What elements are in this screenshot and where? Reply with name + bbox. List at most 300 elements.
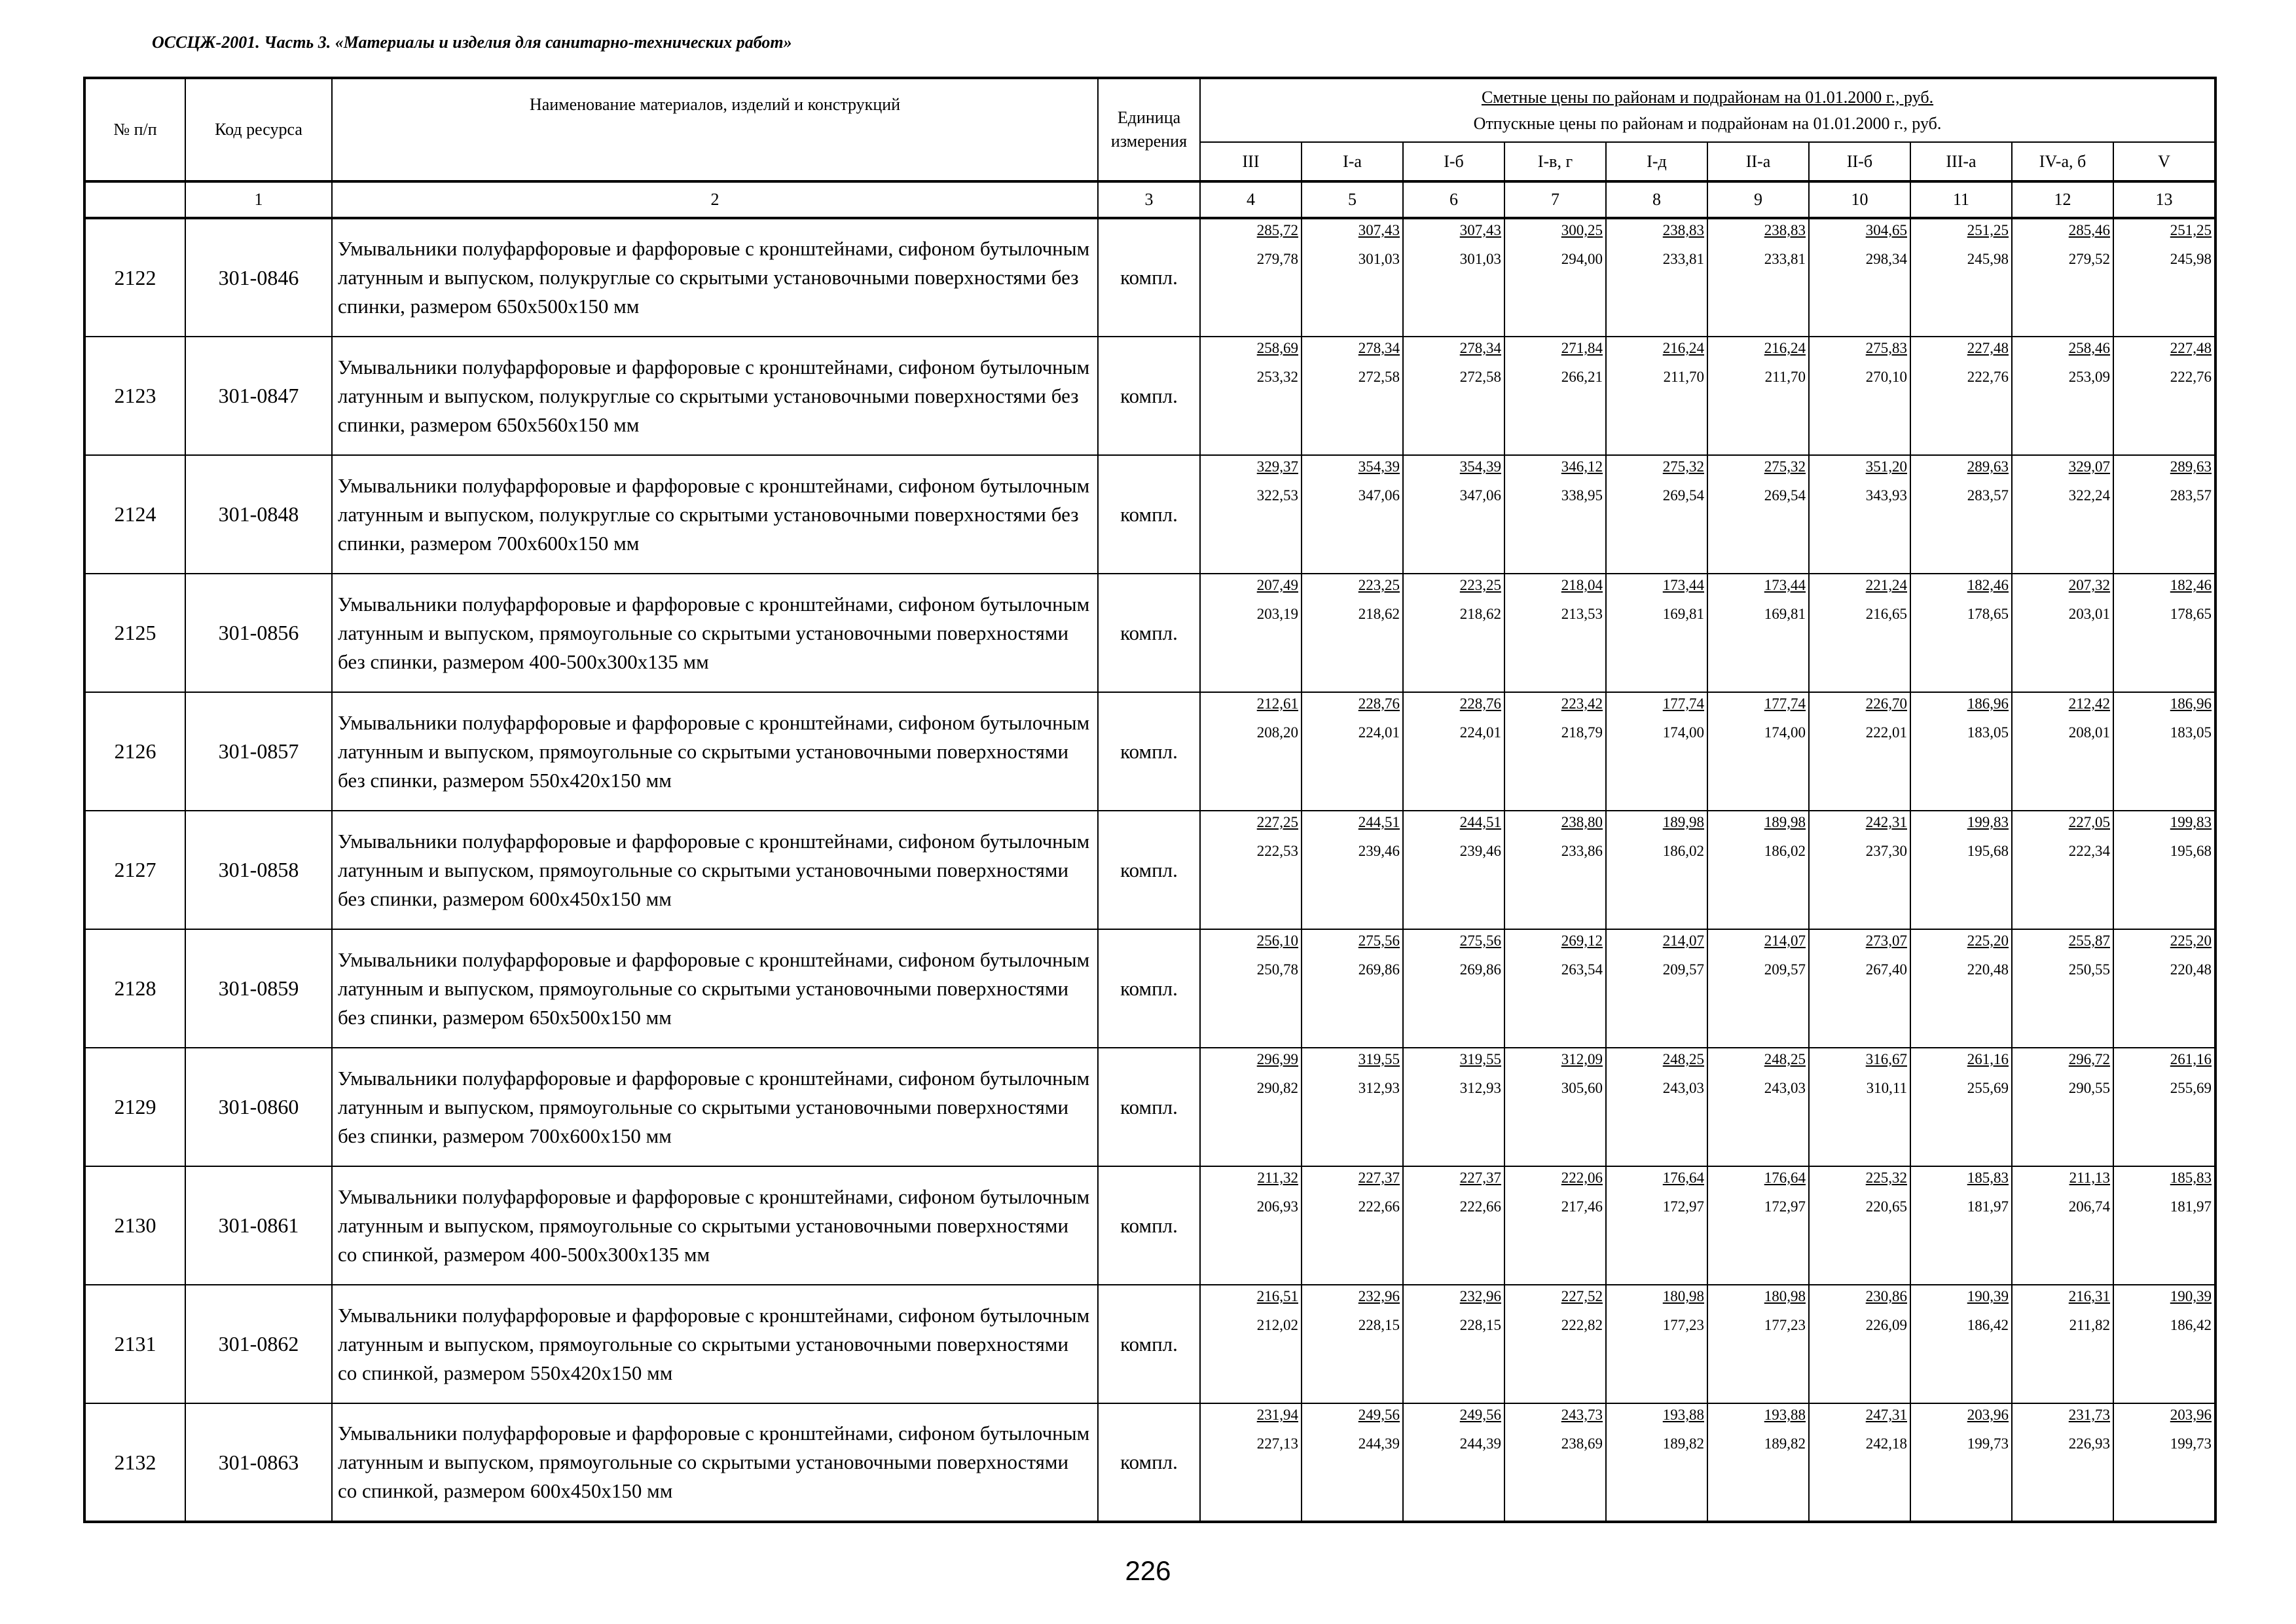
release-price: 222,01	[1865, 724, 1907, 741]
price-cell	[1809, 1048, 1910, 1166]
release-price: 279,78	[1256, 251, 1298, 267]
release-price: 310,11	[1866, 1080, 1907, 1096]
price-cell	[2113, 218, 2215, 337]
price-cell	[2113, 455, 2215, 574]
release-price: 298,34	[1865, 251, 1907, 267]
price-cell	[1504, 692, 1606, 811]
estimate-price: 177,74	[1764, 695, 1806, 712]
release-price: 183,05	[1967, 724, 2009, 741]
release-price: 172,97	[1764, 1198, 1806, 1215]
column-number: 11	[1910, 181, 2012, 218]
release-price: 203,19	[1256, 606, 1298, 622]
estimate-price: 227,48	[2170, 340, 2212, 356]
table-row	[84, 1403, 2215, 1522]
release-price: 220,48	[1967, 961, 2009, 978]
release-price: 290,82	[1256, 1080, 1298, 1096]
estimate-price: 218,04	[1561, 577, 1603, 593]
price-cell	[1809, 574, 1910, 692]
release-price: 216,65	[1865, 606, 1907, 622]
estimate-price: 275,83	[1865, 340, 1907, 356]
region-header: III-а	[1910, 142, 2012, 181]
header-num: № п/п	[84, 78, 185, 181]
release-price: 244,39	[1459, 1435, 1501, 1452]
material-name: Умывальники полуфарфоровые и фарфоровые с кронштейнами, сифоном бутылочным латунным и выпуском, прямоугольные со скрытыми установочными поверхностями без спинки, размером 700х600х150 мм	[332, 1048, 1098, 1166]
estimate-price: 354,39	[1358, 458, 1400, 475]
estimate-price: 275,32	[1764, 458, 1806, 475]
price-cell	[1809, 1403, 1910, 1522]
header-code: Код ресурса	[185, 78, 332, 181]
price-cell	[1200, 811, 1302, 929]
header-prices	[1200, 78, 2215, 142]
region-header: I-д	[1606, 142, 1707, 181]
price-cell	[1707, 692, 1809, 811]
release-price: 209,57	[1764, 961, 1806, 978]
price-cell	[1200, 218, 1302, 337]
resource-code: 301-0860	[185, 1048, 332, 1166]
release-price: 226,09	[1865, 1317, 1907, 1333]
estimate-price: 227,37	[1358, 1170, 1400, 1186]
column-number: 12	[2012, 181, 2113, 218]
price-cell	[1200, 1403, 1302, 1522]
price-cell	[1809, 337, 1910, 455]
release-price: 220,48	[2170, 961, 2212, 978]
release-price: 178,65	[2170, 606, 2212, 622]
column-number: 6	[1403, 181, 1504, 218]
estimate-price: 242,31	[1865, 814, 1907, 830]
price-cell	[1200, 929, 1302, 1048]
price-cell	[1809, 1285, 1910, 1403]
estimate-price: 232,96	[1459, 1288, 1501, 1304]
estimate-price: 273,07	[1865, 932, 1907, 949]
resource-code: 301-0846	[185, 218, 332, 337]
estimate-price: 247,31	[1865, 1407, 1907, 1423]
header-price-release: Отпускные цены по районам и подрайонам на 01.01.2000 г., руб.	[1473, 113, 1942, 133]
resource-code: 301-0861	[185, 1166, 332, 1285]
release-price: 322,24	[2068, 487, 2110, 504]
column-number: 1	[185, 181, 332, 218]
estimate-price: 221,24	[1865, 577, 1907, 593]
table-row	[84, 929, 2215, 1048]
release-price: 305,60	[1561, 1080, 1603, 1096]
unit: компл.	[1098, 692, 1200, 811]
release-price: 279,52	[2068, 251, 2110, 267]
release-price: 169,81	[1662, 606, 1704, 622]
release-price: 301,03	[1459, 251, 1501, 267]
price-cell	[1504, 455, 1606, 574]
row-number: 2130	[84, 1166, 185, 1285]
price-cell	[1403, 337, 1504, 455]
column-number: 5	[1302, 181, 1403, 218]
release-price: 263,54	[1561, 961, 1603, 978]
estimate-price: 271,84	[1561, 340, 1603, 356]
release-price: 255,69	[2170, 1080, 2212, 1096]
estimate-price: 232,96	[1358, 1288, 1400, 1304]
region-header: II-б	[1809, 142, 1910, 181]
unit: компл.	[1098, 811, 1200, 929]
estimate-price: 207,49	[1256, 577, 1298, 593]
table-row	[84, 218, 2215, 337]
price-cell	[1403, 811, 1504, 929]
price-cell	[1707, 929, 1809, 1048]
table-row	[84, 337, 2215, 455]
price-cell	[1707, 811, 1809, 929]
price-cell	[1910, 1285, 2012, 1403]
release-price: 266,21	[1561, 369, 1603, 385]
release-price: 255,69	[1967, 1080, 2009, 1096]
estimate-price: 319,55	[1358, 1051, 1400, 1067]
estimate-price: 296,99	[1256, 1051, 1298, 1067]
material-name: Умывальники полуфарфоровые и фарфоровые с кронштейнами, сифоном бутылочным латунным и выпуском, полукруглые со скрытыми установочными поверхностями без спинки, размером 700х600х150 мм	[332, 455, 1098, 574]
header-unit: Единица измерения	[1098, 78, 1200, 181]
price-cell	[1302, 929, 1403, 1048]
estimate-price: 225,20	[1967, 932, 2009, 949]
release-price: 283,57	[2170, 487, 2212, 504]
release-price: 177,23	[1662, 1317, 1704, 1333]
release-price: 203,01	[2068, 606, 2110, 622]
release-price: 245,98	[1967, 251, 2009, 267]
release-price: 233,81	[1764, 251, 1806, 267]
price-cell	[1707, 218, 1809, 337]
price-cell	[1504, 218, 1606, 337]
release-price: 222,34	[2068, 843, 2110, 859]
price-cell	[1504, 1285, 1606, 1403]
estimate-price: 238,83	[1662, 222, 1704, 238]
estimate-price: 249,56	[1358, 1407, 1400, 1423]
release-price: 233,86	[1561, 843, 1603, 859]
estimate-price: 207,32	[2068, 577, 2110, 593]
region-header: I-б	[1403, 142, 1504, 181]
estimate-price: 275,56	[1358, 932, 1400, 949]
estimate-price: 199,83	[1967, 814, 2009, 830]
price-cell	[1606, 1048, 1707, 1166]
estimate-price: 228,76	[1459, 695, 1501, 712]
price-cell	[1403, 1048, 1504, 1166]
price-cell	[1606, 455, 1707, 574]
estimate-price: 289,63	[2170, 458, 2212, 475]
estimate-price: 227,25	[1256, 814, 1298, 830]
table-row	[84, 811, 2215, 929]
material-name: Умывальники полуфарфоровые и фарфоровые с кронштейнами, сифоном бутылочным латунным и выпуском, прямоугольные со скрытыми установочными поверхностями без спинки, размером 650х500х150 мм	[332, 929, 1098, 1048]
estimate-price: 216,51	[1256, 1288, 1298, 1304]
estimate-price: 248,25	[1764, 1051, 1806, 1067]
unit: компл.	[1098, 574, 1200, 692]
price-cell	[2113, 929, 2215, 1048]
estimate-price: 307,43	[1459, 222, 1501, 238]
release-price: 250,78	[1256, 961, 1298, 978]
column-number: 2	[332, 181, 1098, 218]
row-number: 2122	[84, 218, 185, 337]
price-cell	[1606, 692, 1707, 811]
column-number: 7	[1504, 181, 1606, 218]
row-number: 2129	[84, 1048, 185, 1166]
release-price: 222,66	[1459, 1198, 1501, 1215]
estimate-price: 225,32	[1865, 1170, 1907, 1186]
price-cell	[1403, 692, 1504, 811]
release-price: 208,01	[2068, 724, 2110, 741]
estimate-price: 212,42	[2068, 695, 2110, 712]
release-price: 209,57	[1662, 961, 1704, 978]
resource-code: 301-0848	[185, 455, 332, 574]
material-name: Умывальники полуфарфоровые и фарфоровые с кронштейнами, сифоном бутылочным латунным и выпуском, прямоугольные со скрытыми установочными поверхностями без спинки, размером 550х420х150 мм	[332, 692, 1098, 811]
price-cell	[1707, 574, 1809, 692]
unit: компл.	[1098, 337, 1200, 455]
price-cell	[1910, 692, 2012, 811]
price-cell	[2012, 929, 2113, 1048]
estimate-price: 354,39	[1459, 458, 1501, 475]
estimate-price: 211,13	[2069, 1170, 2110, 1186]
estimate-price: 243,73	[1561, 1407, 1603, 1423]
material-name: Умывальники полуфарфоровые и фарфоровые с кронштейнами, сифоном бутылочным латунным и выпуском, прямоугольные со скрытыми установочными поверхностями без спинки, размером 600х450х150 мм	[332, 811, 1098, 929]
release-price: 211,82	[2069, 1317, 2110, 1333]
unit: компл.	[1098, 455, 1200, 574]
price-cell	[1809, 811, 1910, 929]
release-price: 213,53	[1561, 606, 1603, 622]
release-price: 208,20	[1256, 724, 1298, 741]
material-name: Умывальники полуфарфоровые и фарфоровые с кронштейнами, сифоном бутылочным латунным и выпуском, прямоугольные со скрытыми установочными поверхностями со спинкой, размером 550х420х150 мм	[332, 1285, 1098, 1403]
price-cell	[1910, 574, 2012, 692]
estimate-price: 226,70	[1865, 695, 1907, 712]
table-row	[84, 1048, 2215, 1166]
price-cell	[1200, 574, 1302, 692]
release-price: 233,81	[1662, 251, 1704, 267]
price-cell	[1809, 1166, 1910, 1285]
estimate-price: 261,16	[2170, 1051, 2212, 1067]
price-cell	[1910, 1166, 2012, 1285]
column-number-row	[84, 181, 2215, 218]
release-price: 206,74	[2068, 1198, 2110, 1215]
price-cell	[1302, 692, 1403, 811]
release-price: 211,70	[1764, 369, 1806, 385]
price-cell	[1200, 1285, 1302, 1403]
estimate-price: 231,94	[1256, 1407, 1298, 1423]
estimate-price: 189,98	[1662, 814, 1704, 830]
estimate-price: 275,56	[1459, 932, 1501, 949]
estimate-price: 258,69	[1256, 340, 1298, 356]
estimate-price: 193,88	[1764, 1407, 1806, 1423]
estimate-price: 251,25	[1967, 222, 2009, 238]
release-price: 269,54	[1662, 487, 1704, 504]
release-price: 228,15	[1358, 1317, 1400, 1333]
price-cell	[1910, 811, 2012, 929]
material-name: Умывальники полуфарфоровые и фарфоровые с кронштейнами, сифоном бутылочным латунным и выпуском, прямоугольные со скрытыми установочными поверхностями без спинки, размером 400-500х300х135 мм	[332, 574, 1098, 692]
estimate-price: 285,72	[1256, 222, 1298, 238]
price-cell	[1504, 337, 1606, 455]
release-price: 218,79	[1561, 724, 1603, 741]
estimate-price: 225,20	[2170, 932, 2212, 949]
row-number: 2126	[84, 692, 185, 811]
estimate-price: 193,88	[1662, 1407, 1704, 1423]
resource-code: 301-0863	[185, 1403, 332, 1522]
price-cell	[1504, 1403, 1606, 1522]
resource-code: 301-0859	[185, 929, 332, 1048]
price-cell	[1504, 1048, 1606, 1166]
estimate-price: 203,96	[1967, 1407, 2009, 1423]
estimate-price: 185,83	[1967, 1170, 2009, 1186]
price-cell	[1606, 218, 1707, 337]
release-price: 222,53	[1256, 843, 1298, 859]
price-cell	[1403, 929, 1504, 1048]
price-cell	[1707, 1403, 1809, 1522]
estimate-price: 176,64	[1764, 1170, 1806, 1186]
unit: компл.	[1098, 1166, 1200, 1285]
release-price: 222,76	[2170, 369, 2212, 385]
estimate-price: 238,80	[1561, 814, 1603, 830]
table-row	[84, 574, 2215, 692]
price-cell	[2113, 574, 2215, 692]
region-header: V	[2113, 142, 2215, 181]
estimate-price: 212,61	[1256, 695, 1298, 712]
price-cell	[1606, 1285, 1707, 1403]
table-row	[84, 1285, 2215, 1403]
release-price: 211,70	[1663, 369, 1704, 385]
price-cell	[1910, 1048, 2012, 1166]
estimate-price: 230,86	[1865, 1288, 1907, 1304]
estimate-price: 190,39	[2170, 1288, 2212, 1304]
estimate-price: 223,25	[1358, 577, 1400, 593]
price-cell	[1302, 811, 1403, 929]
estimate-price: 227,48	[1967, 340, 2009, 356]
price-cell	[1606, 929, 1707, 1048]
price-cell	[1910, 1403, 2012, 1522]
estimate-price: 319,55	[1459, 1051, 1501, 1067]
release-price: 226,93	[2068, 1435, 2110, 1452]
estimate-price: 258,46	[2068, 340, 2110, 356]
release-price: 242,18	[1865, 1435, 1907, 1452]
release-price: 239,46	[1459, 843, 1501, 859]
release-price: 178,65	[1967, 606, 2009, 622]
estimate-price: 173,44	[1662, 577, 1704, 593]
estimate-price: 176,64	[1662, 1170, 1704, 1186]
material-name: Умывальники полуфарфоровые и фарфоровые с кронштейнами, сифоном бутылочным латунным и выпуском, полукруглые со скрытыми установочными поверхностями без спинки, размером 650х500х150 мм	[332, 218, 1098, 337]
release-price: 290,55	[2068, 1080, 2110, 1096]
estimate-price: 256,10	[1256, 932, 1298, 949]
estimate-price: 203,96	[2170, 1407, 2212, 1423]
release-price: 224,01	[1459, 724, 1501, 741]
release-price: 283,57	[1967, 487, 2009, 504]
estimate-price: 329,37	[1256, 458, 1298, 475]
resource-code: 301-0858	[185, 811, 332, 929]
price-cell	[1200, 337, 1302, 455]
price-cell	[2012, 218, 2113, 337]
release-price: 199,73	[1967, 1435, 2009, 1452]
release-price: 253,09	[2068, 369, 2110, 385]
release-price: 181,97	[1967, 1198, 2009, 1215]
resource-code: 301-0847	[185, 337, 332, 455]
price-cell	[1707, 337, 1809, 455]
resource-code: 301-0856	[185, 574, 332, 692]
estimate-price: 255,87	[2068, 932, 2110, 949]
estimate-price: 214,07	[1764, 932, 1806, 949]
price-cell	[2113, 1048, 2215, 1166]
price-cell	[1200, 1166, 1302, 1285]
material-name: Умывальники полуфарфоровые и фарфоровые с кронштейнами, сифоном бутылочным латунным и выпуском, прямоугольные со скрытыми установочными поверхностями со спинкой, размером 600х450х150 мм	[332, 1403, 1098, 1522]
estimate-price: 312,09	[1561, 1051, 1603, 1067]
price-cell	[2012, 455, 2113, 574]
column-number: 3	[1098, 181, 1200, 218]
price-cell	[2113, 811, 2215, 929]
price-cell	[1302, 1285, 1403, 1403]
price-cell	[1606, 1166, 1707, 1285]
release-price: 270,10	[1865, 369, 1907, 385]
price-cell	[1302, 218, 1403, 337]
estimate-price: 346,12	[1561, 458, 1603, 475]
estimate-price: 214,07	[1662, 932, 1704, 949]
estimate-price: 216,31	[2068, 1288, 2110, 1304]
release-price: 186,02	[1662, 843, 1704, 859]
release-price: 199,73	[2170, 1435, 2212, 1452]
price-cell	[1606, 337, 1707, 455]
header-name: Наименование материалов, изделий и конструкций	[332, 78, 1098, 181]
release-price: 218,62	[1459, 606, 1501, 622]
row-number: 2125	[84, 574, 185, 692]
unit: компл.	[1098, 218, 1200, 337]
price-cell	[1809, 929, 1910, 1048]
release-price: 177,23	[1764, 1317, 1806, 1333]
release-price: 186,42	[2170, 1317, 2212, 1333]
unit: компл.	[1098, 1285, 1200, 1403]
material-name: Умывальники полуфарфоровые и фарфоровые с кронштейнами, сифоном бутылочным латунным и выпуском, полукруглые со скрытыми установочными поверхностями без спинки, размером 650х560х150 мм	[332, 337, 1098, 455]
release-price: 222,66	[1358, 1198, 1400, 1215]
estimate-price: 275,32	[1662, 458, 1704, 475]
release-price: 347,06	[1459, 487, 1501, 504]
price-cell	[1200, 692, 1302, 811]
unit: компл.	[1098, 1403, 1200, 1522]
release-price: 269,54	[1764, 487, 1806, 504]
page-number: 226	[1125, 1555, 1171, 1586]
estimate-price: 173,44	[1764, 577, 1806, 593]
estimate-price: 244,51	[1358, 814, 1400, 830]
price-cell	[2113, 1285, 2215, 1403]
price-cell	[2012, 811, 2113, 929]
estimate-price: 289,63	[1967, 458, 2009, 475]
region-header: III	[1200, 142, 1302, 181]
estimate-price: 231,73	[2068, 1407, 2110, 1423]
release-price: 272,58	[1459, 369, 1501, 385]
estimate-price: 285,46	[2068, 222, 2110, 238]
price-cell	[2113, 1166, 2215, 1285]
material-name: Умывальники полуфарфоровые и фарфоровые с кронштейнами, сифоном бутылочным латунным и выпуском, прямоугольные со скрытыми установочными поверхностями со спинкой, размером 400-500х300х135 мм	[332, 1166, 1098, 1285]
page-header: ОССЦЖ-2001. Часть 3. «Материалы и изделия для санитарно-технических работ»	[152, 33, 792, 52]
table-row	[84, 455, 2215, 574]
release-price: 312,93	[1358, 1080, 1400, 1096]
release-price: 227,13	[1256, 1435, 1298, 1452]
release-price: 195,68	[2170, 843, 2212, 859]
price-cell	[2012, 337, 2113, 455]
release-price: 186,02	[1764, 843, 1806, 859]
release-price: 186,42	[1967, 1317, 2009, 1333]
release-price: 267,40	[1865, 961, 1907, 978]
release-price: 169,81	[1764, 606, 1806, 622]
estimate-price: 307,43	[1358, 222, 1400, 238]
release-price: 220,65	[1865, 1198, 1907, 1215]
price-cell	[1809, 692, 1910, 811]
estimate-price: 223,42	[1561, 695, 1603, 712]
price-cell	[2113, 692, 2215, 811]
row-number: 2123	[84, 337, 185, 455]
release-price: 294,00	[1561, 251, 1603, 267]
price-cell	[1504, 929, 1606, 1048]
release-price: 272,58	[1358, 369, 1400, 385]
release-price: 217,46	[1561, 1198, 1603, 1215]
estimate-price: 216,24	[1764, 340, 1806, 356]
release-price: 243,03	[1764, 1080, 1806, 1096]
price-cell	[1707, 1048, 1809, 1166]
price-cell	[1302, 1048, 1403, 1166]
release-price: 250,55	[2068, 961, 2110, 978]
price-cell	[1809, 455, 1910, 574]
release-price: 253,32	[1256, 369, 1298, 385]
price-cell	[1302, 1403, 1403, 1522]
